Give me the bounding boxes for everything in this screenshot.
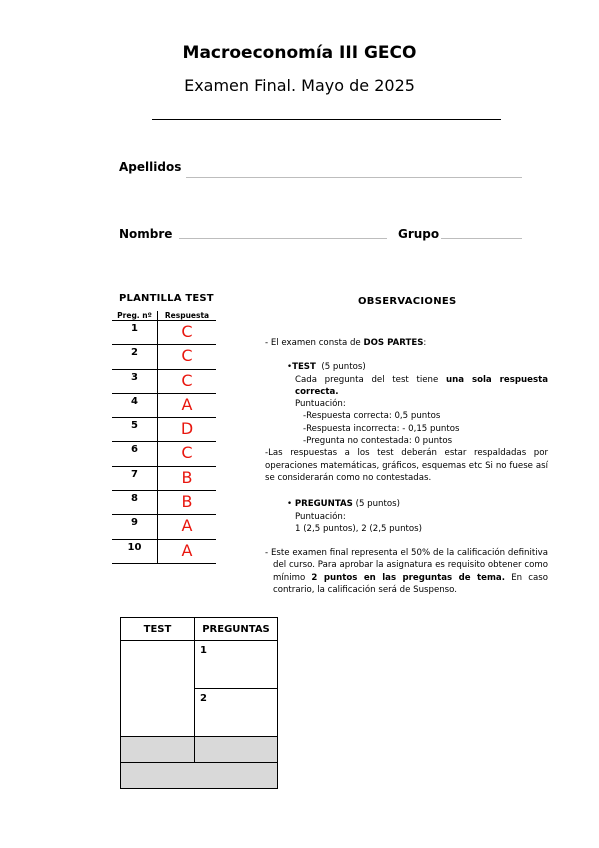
answer-cell[interactable]: A: [158, 539, 217, 563]
question-number: 2: [112, 345, 158, 369]
header-divider: [152, 119, 501, 120]
table-row: [112, 393, 216, 417]
table-row: [112, 539, 216, 563]
questions-subtotal-cell[interactable]: [195, 737, 278, 763]
grade-col-test: TEST: [121, 618, 195, 641]
test-scoring-label: Puntuación:: [295, 399, 346, 410]
question-number: 3: [112, 369, 158, 393]
answer-cell[interactable]: A: [158, 393, 217, 417]
bullet-icon: •: [287, 362, 293, 373]
table-row: [112, 491, 216, 515]
grade-table: [120, 617, 278, 789]
question-2-score-cell[interactable]: 2: [195, 689, 278, 737]
group-label: Grupo: [398, 227, 440, 241]
table-row: [112, 418, 216, 442]
score-wrong: -Respuesta incorrecta: - 0,15 puntos: [303, 423, 460, 434]
question-number: 1: [112, 321, 158, 345]
questions-scoring-label: Puntuación:: [295, 511, 346, 522]
table-row: [112, 515, 216, 539]
question-number: 7: [112, 466, 158, 490]
question-number: 6: [112, 442, 158, 466]
question-number: 8: [112, 491, 158, 515]
table-row: [112, 442, 216, 466]
col-question-header: Preg. nº: [112, 311, 158, 321]
answer-cell[interactable]: C: [158, 345, 217, 369]
col-answer-header: Respuesta: [158, 311, 217, 321]
question-number: 5: [112, 418, 158, 442]
score-correct: -Respuesta correcta: 0,5 puntos: [303, 411, 441, 422]
question-number: 4: [112, 393, 158, 417]
support-note: -Las respuestas a los test deberán estar respaldadas por operaciones matemáticas, gráficos, esquemas etc Si no fuese así se considerarán como no contestadas.: [265, 448, 548, 483]
question-number: 10: [112, 539, 158, 563]
surname-label: Apellidos: [119, 160, 182, 174]
intro-bold: DOS PARTES: [363, 338, 424, 348]
answer-cell[interactable]: A: [158, 515, 217, 539]
observations-body: [265, 337, 548, 596]
test-score-cell[interactable]: [121, 641, 195, 737]
answer-cell[interactable]: C: [158, 369, 217, 393]
answer-cell[interactable]: C: [158, 321, 217, 345]
questions-section-heading: • PREGUNTAS (5 puntos): [287, 499, 400, 510]
course-title: Macroeconomía III GECO: [182, 43, 417, 63]
exam-title: Examen Final. Mayo de 2025: [184, 76, 415, 95]
table-row: [112, 321, 216, 345]
test-section-heading: •TEST (5 puntos): [287, 362, 366, 373]
answer-cell[interactable]: D: [158, 418, 217, 442]
score-blank: -Pregunta no contestada: 0 puntos: [303, 436, 453, 447]
answer-cell[interactable]: C: [158, 442, 217, 466]
questions-scoring: 1 (2,5 puntos), 2 (2,5 puntos): [295, 523, 422, 534]
final-note: - Este examen final representa el 50% de la calificación definitiva del curso. Para aprobar la asignatura es requisito obtener como mínimo 2 puntos en las preguntas de tema. En caso contrario, la calificación será de Suspenso.: [265, 548, 548, 596]
answer-cell[interactable]: B: [158, 466, 217, 490]
observations-title: OBSERVACIONES: [358, 296, 457, 307]
answer-sheet-table: [112, 311, 216, 564]
group-field[interactable]: [441, 238, 522, 239]
name-label: Nombre: [119, 227, 173, 241]
surname-field[interactable]: [186, 177, 522, 178]
table-row: [112, 345, 216, 369]
intro-line: - El examen consta de DOS PARTES:: [265, 338, 427, 348]
test-subtotal-cell[interactable]: [121, 737, 195, 763]
test-description: Cada pregunta del test tiene una sola respuesta correcta.: [295, 374, 548, 397]
question-number: 9: [112, 515, 158, 539]
table-row: [112, 369, 216, 393]
answer-cell[interactable]: B: [158, 491, 217, 515]
final-grade-cell[interactable]: [121, 763, 278, 789]
grade-col-questions: PREGUNTAS: [195, 618, 278, 641]
answer-sheet-title: PLANTILLA TEST: [119, 293, 214, 304]
name-field[interactable]: [179, 238, 387, 239]
question-1-score-cell[interactable]: 1: [195, 641, 278, 689]
table-row: [112, 466, 216, 490]
bullet-icon: •: [287, 499, 293, 510]
